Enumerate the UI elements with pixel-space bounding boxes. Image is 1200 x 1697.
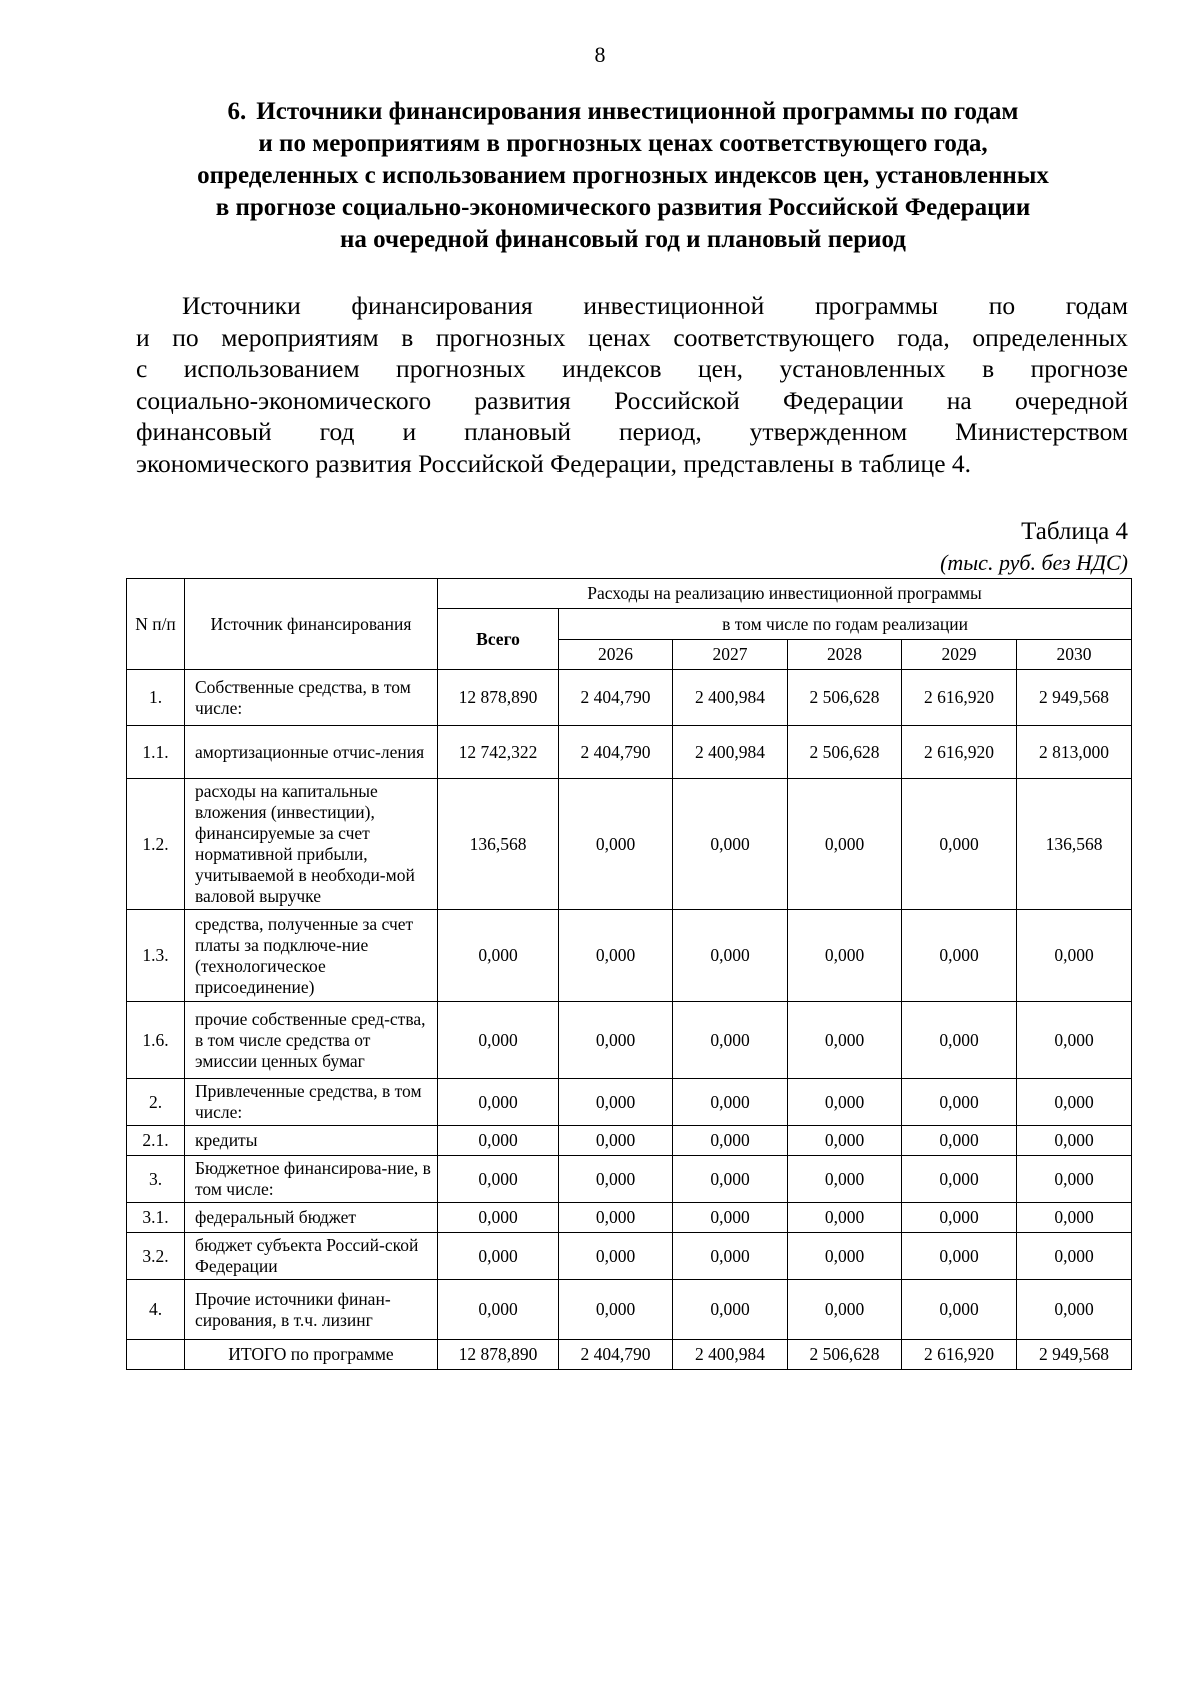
row-value-2030: 2 813,000 (1017, 726, 1132, 779)
row-source: бюджет субъекта Россий-ской Федерации (185, 1233, 438, 1280)
table-total-row (127, 1340, 1132, 1370)
row-value-2026: 0,000 (559, 910, 673, 1002)
row-source: прочие собственные сред-ства, в том числе средства от эмиссии ценных бумаг (185, 1002, 438, 1079)
table-row (127, 1233, 1132, 1280)
row-total: 0,000 (438, 910, 559, 1002)
row-total: 0,000 (438, 1079, 559, 1126)
row-value-2028: 0,000 (788, 779, 902, 910)
row-value-2029: 0,000 (902, 1156, 1017, 1203)
table-row (127, 1126, 1132, 1156)
row-num: 1.6. (127, 1002, 185, 1079)
table-row (127, 1079, 1132, 1126)
row-total: 12 878,890 (438, 670, 559, 726)
body-line-2: и по мероприятиям в прогнозных ценах соответствующего года, определенных (136, 322, 1128, 352)
heading-line-1 (118, 96, 1128, 128)
row-source: федеральный бюджет (185, 1203, 438, 1233)
row-source: Бюджетное финансирова-ние, в том числе: (185, 1156, 438, 1203)
row-total: 0,000 (438, 1280, 559, 1340)
row-source: Прочие источники финан-сирования, в т.ч. лизинг (185, 1280, 438, 1340)
row-value-2030: 0,000 (1017, 1126, 1132, 1156)
row-value-2026: 0,000 (559, 1002, 673, 1079)
row-source: кредиты (185, 1126, 438, 1156)
row-value-2027: 0,000 (673, 779, 788, 910)
row-value-2027: 2 400,984 (673, 670, 788, 726)
row-total: 0,000 (438, 1002, 559, 1079)
row-value-2030: 0,000 (1017, 910, 1132, 1002)
row-value-2027: 0,000 (673, 1280, 788, 1340)
heading-line-4: в прогнозе социально-экономического развития Российской Федерации (215, 194, 1031, 221)
row-total: 0,000 (438, 1233, 559, 1280)
row-value-2026: 0,000 (559, 1079, 673, 1126)
row-source: Привлеченные средства, в том числе: (185, 1079, 438, 1126)
header-by-years: в том числе по годам реализации (559, 609, 1132, 640)
row-value-2026: 0,000 (559, 1203, 673, 1233)
row-value-2027: 0,000 (673, 910, 788, 1002)
table-row (127, 1156, 1132, 1203)
row-num: 1.2. (127, 779, 185, 910)
row-value-2028: 2 506,628 (788, 726, 902, 779)
row-value-2028: 0,000 (788, 910, 902, 1002)
header-year-2030: 2030 (1017, 640, 1132, 670)
row-value-2029: 0,000 (902, 1002, 1017, 1079)
row-value-2028: 0,000 (788, 1203, 902, 1233)
row-value-2029: 0,000 (902, 1233, 1017, 1280)
row-total: 0,000 (438, 1126, 559, 1156)
row-num: 2. (127, 1079, 185, 1126)
row-value-2029: 0,000 (902, 1280, 1017, 1340)
row-value-2029: 2 616,920 (902, 1340, 1017, 1370)
header-source: Источник финансирования (185, 579, 438, 670)
row-value-2030: 0,000 (1017, 1280, 1132, 1340)
row-value-2029: 0,000 (902, 1203, 1017, 1233)
row-value-2030: 136,568 (1017, 779, 1132, 910)
financing-table-wrap (126, 578, 1131, 1370)
table-row (127, 1280, 1132, 1340)
row-source: Собственные средства, в том числе: (185, 670, 438, 726)
row-value-2030: 0,000 (1017, 1156, 1132, 1203)
page-number: 8 (594, 42, 606, 67)
row-value-2029: 0,000 (902, 910, 1017, 1002)
heading-line-5: на очередной финансовый год и плановый период (340, 226, 906, 253)
header-year-2027: 2027 (673, 640, 788, 670)
row-total: 136,568 (438, 779, 559, 910)
row-value-2030: 2 949,568 (1017, 670, 1132, 726)
row-value-2027: 2 400,984 (673, 726, 788, 779)
row-source: ИТОГО по программе (185, 1340, 438, 1370)
row-num: 3.1. (127, 1203, 185, 1233)
row-value-2029: 0,000 (902, 1079, 1017, 1126)
table-row (127, 1002, 1132, 1079)
row-value-2029: 2 616,920 (902, 670, 1017, 726)
row-value-2028: 0,000 (788, 1156, 902, 1203)
row-num: 1.1. (127, 726, 185, 779)
row-value-2028: 2 506,628 (788, 1340, 902, 1370)
row-value-2026: 2 404,790 (559, 1340, 673, 1370)
table-row (127, 670, 1132, 726)
row-value-2029: 2 616,920 (902, 726, 1017, 779)
row-total: 0,000 (438, 1156, 559, 1203)
body-line-3: с использованием прогнозных индексов цен, установленных в прогнозе (136, 354, 1128, 383)
row-value-2028: 0,000 (788, 1002, 902, 1079)
table-units: (тыс. руб. без НДС) (940, 550, 1128, 575)
row-value-2026: 0,000 (559, 1280, 673, 1340)
row-value-2028: 2 506,628 (788, 670, 902, 726)
row-source: амортизационные отчис-ления (185, 726, 438, 779)
row-value-2026: 0,000 (559, 1126, 673, 1156)
table-row (127, 779, 1132, 910)
row-value-2030: 0,000 (1017, 1233, 1132, 1280)
row-value-2027: 0,000 (673, 1079, 788, 1126)
row-value-2030: 0,000 (1017, 1002, 1132, 1079)
row-num: 2.1. (127, 1126, 185, 1156)
row-value-2027: 0,000 (673, 1156, 788, 1203)
row-num: 3. (127, 1156, 185, 1203)
row-value-2028: 0,000 (788, 1126, 902, 1156)
heading-line-2: и по мероприятиям в прогнозных ценах соответствующего года, (258, 130, 988, 157)
row-num: 1.3. (127, 910, 185, 1002)
row-total: 12 742,322 (438, 726, 559, 779)
row-value-2026: 2 404,790 (559, 726, 673, 779)
heading-line-3: определенных с использованием прогнозных индексов цен, установленных (197, 162, 1049, 189)
body-line-5: финансовый год и плановый период, утвержденном Министерством (136, 417, 1128, 446)
table-row (127, 910, 1132, 1002)
row-num (127, 1340, 185, 1370)
header-year-2026: 2026 (559, 640, 673, 670)
row-value-2026: 2 404,790 (559, 670, 673, 726)
row-value-2027: 0,000 (673, 1126, 788, 1156)
row-value-2029: 0,000 (902, 779, 1017, 910)
heading-number: 6. (227, 98, 247, 125)
header-year-2028: 2028 (788, 640, 902, 670)
row-num: 1. (127, 670, 185, 726)
row-num: 4. (127, 1280, 185, 1340)
row-value-2026: 0,000 (559, 1156, 673, 1203)
row-value-2029: 0,000 (902, 1126, 1017, 1156)
row-value-2027: 0,000 (673, 1002, 788, 1079)
row-value-2026: 0,000 (559, 1233, 673, 1280)
row-source: средства, полученные за счет платы за подключе-ние (технологическое присоединение) (185, 910, 438, 1002)
heading-line-1-text: Источники финансирования инвестиционной программы по годам (256, 98, 1019, 125)
row-value-2030: 2 949,568 (1017, 1340, 1132, 1370)
row-value-2030: 0,000 (1017, 1079, 1132, 1126)
row-value-2026: 0,000 (559, 779, 673, 910)
section-heading (118, 96, 1128, 256)
table-caption: Таблица 4 (1021, 518, 1128, 545)
body-line-4: социально-экономического развития Российской Федерации на очередной (136, 385, 1128, 415)
table-row (127, 1203, 1132, 1233)
row-value-2030: 0,000 (1017, 1203, 1132, 1233)
row-value-2028: 0,000 (788, 1233, 902, 1280)
row-value-2028: 0,000 (788, 1280, 902, 1340)
body-line-6: экономического развития Российской Федерации, представлены в таблице 4. (136, 448, 972, 478)
body-paragraph (136, 290, 1128, 479)
row-value-2028: 0,000 (788, 1079, 902, 1126)
header-expenses: Расходы на реализацию инвестиционной программы (438, 579, 1132, 609)
row-total: 12 878,890 (438, 1340, 559, 1370)
table-row (127, 726, 1132, 779)
header-num: N п/п (127, 579, 185, 670)
financing-table (126, 578, 1132, 1370)
body-line-1: Источники финансирования инвестиционной программы по годам (182, 291, 1128, 320)
row-source: расходы на капитальные вложения (инвестиции), финансируемые за счет нормативной прибыли, учитываемой в необходи-мой валовой выручке (185, 779, 438, 910)
table-body (127, 670, 1132, 1370)
row-total: 0,000 (438, 1203, 559, 1233)
row-value-2027: 2 400,984 (673, 1340, 788, 1370)
row-num: 3.2. (127, 1233, 185, 1280)
row-value-2027: 0,000 (673, 1233, 788, 1280)
header-total: Всего (438, 609, 559, 670)
row-value-2027: 0,000 (673, 1203, 788, 1233)
header-year-2029: 2029 (902, 640, 1017, 670)
